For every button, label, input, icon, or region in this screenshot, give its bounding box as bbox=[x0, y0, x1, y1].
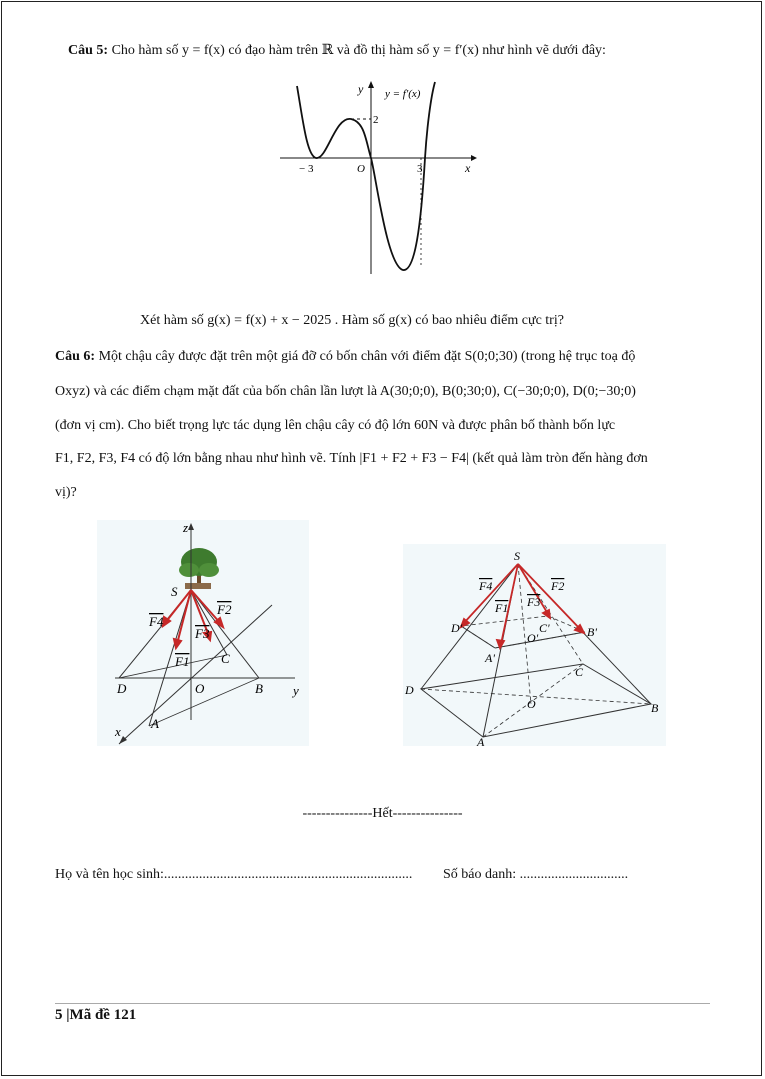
page-footer: 5 |Mã đề 121 bbox=[55, 1007, 137, 1023]
q5-text1: Cho hàm số y = f(x) có đạo hàm trên ℝ và đồ thị hàm số y = f′(x) như hình vẽ dưới đây: bbox=[111, 43, 606, 58]
label-C: C bbox=[575, 665, 584, 679]
figure-coordinate-axes bbox=[97, 520, 309, 746]
label-x: x bbox=[115, 724, 121, 739]
q6-line1 bbox=[55, 348, 635, 366]
q6-line4: F1, F2, F3, F4 có độ lớn bằng nhau như hình vẽ. Tính |F1 + F2 + F3 − F4| (kết quả làm tròn đến hàng đơn bbox=[55, 451, 648, 466]
label-B-prime: B' bbox=[587, 625, 597, 639]
footer-rule bbox=[55, 1003, 710, 1004]
label-F3: F3 bbox=[527, 595, 541, 609]
label-F3: F3 bbox=[195, 626, 210, 641]
label-C-prime: C' bbox=[539, 621, 550, 635]
q6-line3: (đơn vị cm). Cho biết trọng lực tác dụng lên chậu cây có độ lớn 60N và được phân bố thành bốn lực bbox=[55, 418, 616, 433]
label-O-prime: O' bbox=[527, 631, 539, 645]
figure-pyramid bbox=[403, 544, 666, 746]
label-A: A bbox=[151, 716, 159, 731]
label-D-prime: D' bbox=[451, 621, 463, 635]
label-z: z bbox=[183, 520, 189, 535]
label-F1: F1 bbox=[175, 654, 190, 669]
label-S: S bbox=[514, 549, 520, 563]
end-marker: ---------------Hết--------------- bbox=[302, 806, 463, 821]
edge-SD bbox=[421, 564, 518, 689]
x-axis-label: x bbox=[465, 161, 471, 175]
tick-neg3-label: − 3 bbox=[299, 163, 314, 175]
label-C: C bbox=[221, 651, 230, 666]
student-id-line: Số báo danh: ............................... bbox=[443, 867, 629, 882]
base-diagonal-DB bbox=[421, 689, 651, 704]
label-F2: F2 bbox=[551, 579, 565, 593]
label-S: S bbox=[171, 584, 178, 599]
label-D: D bbox=[117, 681, 127, 696]
label-F2: F2 bbox=[217, 602, 232, 617]
tick-2-label: 2 bbox=[373, 114, 379, 126]
label-B: B bbox=[255, 681, 263, 696]
derivative-graph bbox=[275, 76, 480, 276]
force-F4 bbox=[463, 564, 518, 624]
label-F4: F4 bbox=[479, 579, 493, 593]
tree-foliage-right bbox=[199, 563, 219, 577]
q6-line5: vị)? bbox=[55, 485, 77, 500]
student-name-line: Họ và tên học sinh:....................................................................... bbox=[55, 867, 413, 882]
label-F1: F1 bbox=[495, 601, 509, 615]
q6-text1: Một chậu cây được đặt trên một giá đỡ có bốn chân với điểm đặt S(0;0;30) (trong hệ trục toạ độ bbox=[98, 349, 636, 364]
label-A-prime: A' bbox=[485, 651, 495, 665]
force-F1-head bbox=[174, 639, 181, 648]
x-axis-arrow bbox=[471, 155, 477, 161]
label-A: A bbox=[477, 735, 485, 746]
pot bbox=[185, 583, 211, 589]
q6-line2: Oxyz) và các điểm chạm mặt đất của bốn chân lần lượt là A(30;0;0), B(0;30;0), C(−30;0;0), D(0;−30;0) bbox=[55, 384, 636, 399]
origin-label: O bbox=[357, 163, 365, 175]
label-B: B bbox=[651, 701, 659, 715]
label-O: O bbox=[195, 681, 205, 696]
curve-label: y = f'(x) bbox=[385, 88, 421, 100]
tick-3-label: 3 bbox=[417, 163, 423, 175]
z-axis-arrow bbox=[188, 523, 194, 530]
section-left-edge bbox=[461, 626, 495, 648]
q5-label: Câu 5: bbox=[68, 43, 109, 58]
q5-line2: Xét hàm số g(x) = f(x) + x − 2025 . Hàm số g(x) có bao nhiêu điểm cực trị? bbox=[140, 313, 564, 328]
label-D: D bbox=[405, 683, 414, 697]
label-O: O bbox=[527, 697, 536, 711]
q6-label: Câu 6: bbox=[55, 349, 96, 364]
derivative-curve bbox=[297, 82, 435, 270]
y-axis-label: y bbox=[358, 82, 364, 96]
base-outline bbox=[421, 664, 651, 737]
label-F4: F4 bbox=[149, 614, 164, 629]
label-y: y bbox=[293, 683, 299, 698]
y-axis-arrow bbox=[368, 81, 374, 88]
q5-line1 bbox=[68, 42, 606, 60]
tree-foliage-left bbox=[179, 563, 199, 577]
